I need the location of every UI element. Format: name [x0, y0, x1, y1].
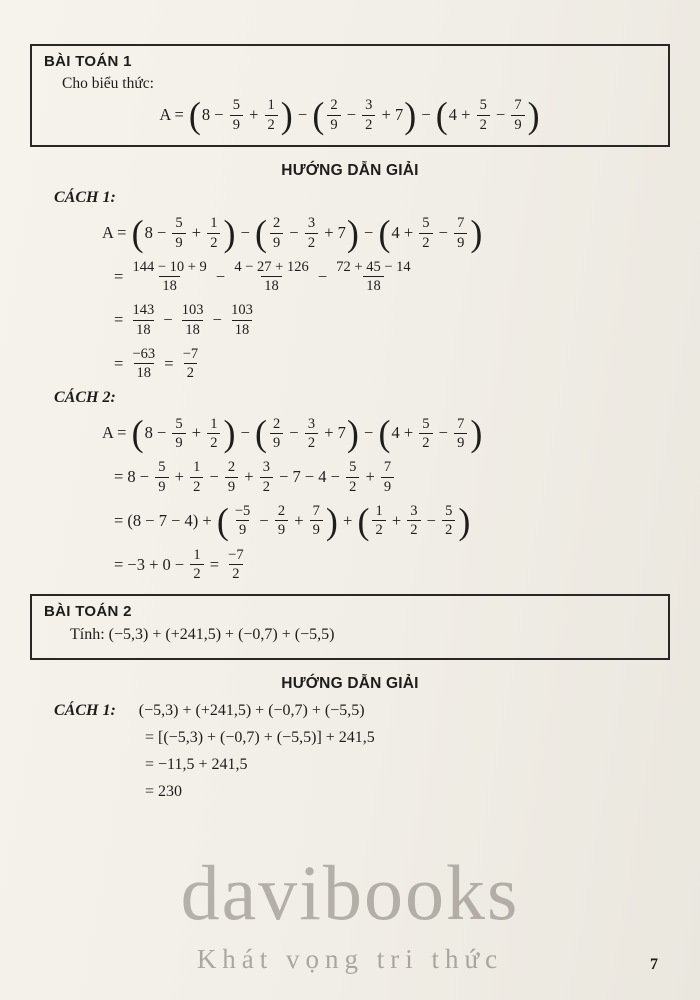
math-line: A = ( 8 − $\frac{5}{9}$ + $\frac{1}{2}$ ) − ( $\frac{2}{9}$ − $\frac{3}{2}$ + 7 ) − ( 4 + $\frac{5}{2}$ − $\frac{7}{9}$ ) [102, 212, 483, 254]
problem2-box [30, 594, 670, 660]
math-line: = 8 − $\frac{5}{9}$ + $\frac{1}{2}$ − $\frac{2}{9}$ + $\frac{3}{2}$ − 7 − 4 − $\frac{5}{2}$ + $\frac{7}{9}$ [114, 459, 670, 494]
math-line: = (8 − 7 − 4) + ( $\frac{-5}{9}$ − $\frac{2}{9}$ + $\frac{7}{9}$ ) + ( $\frac{1}{2}$ + $\frac{3}{2}$ − $\frac{5}{2}$ ) [114, 500, 471, 542]
math-line: A = ( 8 − $\frac{5}{9}$ + $\frac{1}{2}$ ) − ( $\frac{2}{9}$ − $\frac{3}{2}$ + 7 ) − ( 4 + $\frac{5}{2}$ − $\frac{7}{9}$ ) [102, 412, 483, 455]
watermark-tagline: Khát vọng tri thức [196, 944, 504, 974]
method2-work [30, 412, 670, 583]
problem1-equation-wrap [44, 94, 656, 136]
method1-label: CÁCH 1: [54, 189, 116, 206]
method2-label: CÁCH 2: [54, 389, 116, 407]
solution2-expression: (−5,3) + (+241,5) + (−0,7) + (−5,5) [138, 702, 365, 720]
solution1-heading: HƯỚNG DẪN GIẢI [281, 162, 419, 179]
math-line: = $\frac{144 - 10 + 9}{18}$ − $\frac{4 - 27 + 126}{18}$ − $\frac{72 + 45 - 14}{18}$ [114, 259, 411, 295]
problem1-intro: Cho biểu thức: [62, 75, 154, 92]
solution2-first-row [30, 702, 670, 720]
solution2-heading: HƯỚNG DẪN GIẢI [281, 675, 419, 693]
problem2-statement: Tính: (−5,3) + (+241,5) + (−0,7) + (−5,5) [70, 626, 335, 644]
problem1-box [30, 44, 670, 147]
method1-work [30, 212, 670, 382]
solution2-line: = 230 [145, 783, 183, 801]
page-number: 7 [650, 956, 658, 973]
method1b-label: CÁCH 1: [54, 702, 116, 720]
math-line: = $\frac{-63}{18}$ = $\frac{-7}{2}$ [114, 345, 199, 382]
solution2-line: = [(−5,3) + (−0,7) + (−5,5)] + 241,5 [145, 729, 375, 747]
watermark-text: davibooks [180, 849, 520, 936]
problem1-equation: A = ( 8 − $\frac{5}{9}$ + $\frac{1}{2}$ ) − ( $\frac{2}{9}$ − $\frac{3}{2}$ + 7 ) − ( 4 + $\frac{5}{2}$ − $\frac{7}{9}$ ) [159, 94, 540, 136]
solution2-line: = −11,5 + 241,5 [145, 756, 248, 774]
math-line: = −3 + 0 − $\frac{1}{2}$ = $\frac{-7}{2}$ [114, 546, 244, 583]
problem2-title: BÀI TOÁN 2 [44, 603, 132, 621]
math-line: = $\frac{143}{18}$ − $\frac{103}{18}$ − $\frac{103}{18}$ [114, 302, 253, 338]
problem1-title: BÀI TOÁN 1 [44, 53, 132, 70]
